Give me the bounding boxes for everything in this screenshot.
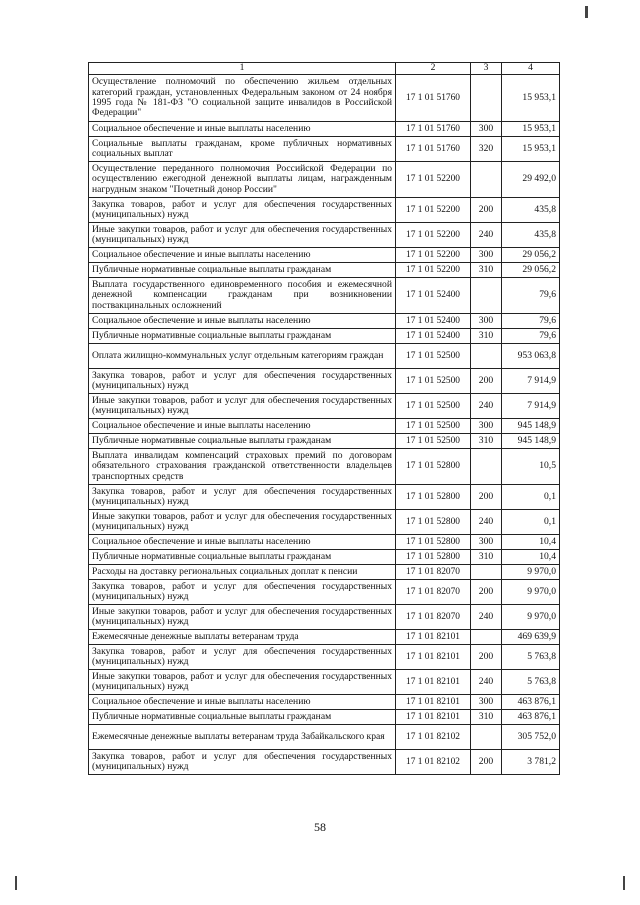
row-name: Социальное обеспечение и иные выплаты населению bbox=[89, 248, 396, 263]
row-expense-type bbox=[471, 162, 502, 198]
row-code: 17 1 01 52800 bbox=[396, 485, 471, 510]
row-amount: 9 970,0 bbox=[502, 580, 560, 605]
table-row bbox=[89, 344, 560, 369]
row-expense-type: 240 bbox=[471, 605, 502, 630]
row-expense-type: 200 bbox=[471, 645, 502, 670]
table-row bbox=[89, 580, 560, 605]
row-expense-type bbox=[471, 449, 502, 485]
row-expense-type: 200 bbox=[471, 750, 502, 775]
row-expense-type: 300 bbox=[471, 122, 502, 137]
row-name: Иные закупки товаров, работ и услуг для обеспечения государственных (муниципальных) нужд bbox=[89, 605, 396, 630]
row-code: 17 1 01 51760 bbox=[396, 75, 471, 122]
scan-mark-top bbox=[585, 6, 588, 18]
row-name: Осуществление полномочий по обеспечению жильем отдельных категорий граждан, установленных Федеральным законом от 24 ноября 1995 года № 181-ФЗ "О социальной защите инвалидов в Российской Федерации" bbox=[89, 75, 396, 122]
budget-table bbox=[88, 62, 560, 775]
row-name: Публичные нормативные социальные выплаты гражданам bbox=[89, 329, 396, 344]
row-amount: 5 763,8 bbox=[502, 670, 560, 695]
row-amount: 435,8 bbox=[502, 223, 560, 248]
row-expense-type bbox=[471, 278, 502, 314]
table-row bbox=[89, 710, 560, 725]
row-name: Выплата инвалидам компенсаций страховых премий по договорам обязательного страхования гражданской ответственности владельцев транспортных средств bbox=[89, 449, 396, 485]
row-code: 17 1 01 82070 bbox=[396, 605, 471, 630]
row-code: 17 1 01 82101 bbox=[396, 695, 471, 710]
row-expense-type: 310 bbox=[471, 263, 502, 278]
row-amount: 10,4 bbox=[502, 535, 560, 550]
row-expense-type: 200 bbox=[471, 485, 502, 510]
row-expense-type: 300 bbox=[471, 695, 502, 710]
row-amount: 463 876,1 bbox=[502, 710, 560, 725]
table-row bbox=[89, 419, 560, 434]
table-row bbox=[89, 75, 560, 122]
row-amount: 29 056,2 bbox=[502, 263, 560, 278]
header-row bbox=[89, 63, 560, 75]
row-amount: 10,5 bbox=[502, 449, 560, 485]
row-name: Оплата жилищно-коммунальных услуг отдельным категориям граждан bbox=[89, 344, 396, 369]
row-code: 17 1 01 52500 bbox=[396, 434, 471, 449]
table-row bbox=[89, 485, 560, 510]
row-name: Иные закупки товаров, работ и услуг для обеспечения государственных (муниципальных) нужд bbox=[89, 394, 396, 419]
table-row bbox=[89, 449, 560, 485]
row-name: Закупка товаров, работ и услуг для обеспечения государственных (муниципальных) нужд bbox=[89, 369, 396, 394]
row-amount: 7 914,9 bbox=[502, 369, 560, 394]
row-expense-type: 300 bbox=[471, 535, 502, 550]
column-header-code: 2 bbox=[396, 63, 471, 75]
table-row bbox=[89, 725, 560, 750]
table-row bbox=[89, 434, 560, 449]
row-amount: 29 056,2 bbox=[502, 248, 560, 263]
row-name: Выплата государственного единовременного пособия и ежемесячной денежной компенсации гражданам при возникновении поствакцинальных осложнений bbox=[89, 278, 396, 314]
row-code: 17 1 01 52800 bbox=[396, 510, 471, 535]
table-row bbox=[89, 670, 560, 695]
table-row bbox=[89, 314, 560, 329]
row-code: 17 1 01 51760 bbox=[396, 137, 471, 162]
row-amount: 945 148,9 bbox=[502, 419, 560, 434]
table-row bbox=[89, 122, 560, 137]
row-name: Осуществление переданного полномочия Российской Федерации по осуществлению ежегодной денежной выплаты лицам, награжденным нагрудным знаком "Почетный донор России" bbox=[89, 162, 396, 198]
row-amount: 469 639,9 bbox=[502, 630, 560, 645]
row-amount: 15 953,1 bbox=[502, 122, 560, 137]
row-code: 17 1 01 82101 bbox=[396, 630, 471, 645]
table-row bbox=[89, 248, 560, 263]
row-code: 17 1 01 52400 bbox=[396, 314, 471, 329]
scan-mark-bottom-right bbox=[623, 876, 625, 890]
row-code: 17 1 01 52500 bbox=[396, 344, 471, 369]
row-amount: 3 781,2 bbox=[502, 750, 560, 775]
row-name: Закупка товаров, работ и услуг для обеспечения государственных (муниципальных) нужд bbox=[89, 485, 396, 510]
row-code: 17 1 01 82070 bbox=[396, 565, 471, 580]
row-code: 17 1 01 52200 bbox=[396, 263, 471, 278]
row-name: Закупка товаров, работ и услуг для обеспечения государственных (муниципальных) нужд bbox=[89, 198, 396, 223]
row-expense-type: 240 bbox=[471, 670, 502, 695]
row-expense-type: 200 bbox=[471, 369, 502, 394]
row-name: Ежемесячные денежные выплаты ветеранам труда bbox=[89, 630, 396, 645]
row-code: 17 1 01 82101 bbox=[396, 670, 471, 695]
table-row bbox=[89, 550, 560, 565]
row-name: Иные закупки товаров, работ и услуг для обеспечения государственных (муниципальных) нужд bbox=[89, 223, 396, 248]
table-row bbox=[89, 695, 560, 710]
row-expense-type: 300 bbox=[471, 248, 502, 263]
row-code: 17 1 01 52200 bbox=[396, 162, 471, 198]
row-name: Закупка товаров, работ и услуг для обеспечения государственных (муниципальных) нужд bbox=[89, 645, 396, 670]
row-amount: 15 953,1 bbox=[502, 137, 560, 162]
row-expense-type bbox=[471, 344, 502, 369]
row-code: 17 1 01 82101 bbox=[396, 710, 471, 725]
row-amount: 7 914,9 bbox=[502, 394, 560, 419]
row-name: Социальное обеспечение и иные выплаты населению bbox=[89, 314, 396, 329]
row-expense-type: 300 bbox=[471, 419, 502, 434]
row-expense-type: 310 bbox=[471, 550, 502, 565]
table-row bbox=[89, 329, 560, 344]
row-expense-type: 300 bbox=[471, 314, 502, 329]
row-amount: 9 970,0 bbox=[502, 565, 560, 580]
table-row bbox=[89, 162, 560, 198]
table-row bbox=[89, 605, 560, 630]
row-amount: 9 970,0 bbox=[502, 605, 560, 630]
row-amount: 5 763,8 bbox=[502, 645, 560, 670]
table-row bbox=[89, 223, 560, 248]
row-expense-type: 240 bbox=[471, 223, 502, 248]
row-expense-type bbox=[471, 630, 502, 645]
row-amount: 0,1 bbox=[502, 485, 560, 510]
row-expense-type bbox=[471, 565, 502, 580]
row-amount: 15 953,1 bbox=[502, 75, 560, 122]
row-name: Социальное обеспечение и иные выплаты населению bbox=[89, 419, 396, 434]
row-code: 17 1 01 51760 bbox=[396, 122, 471, 137]
row-name: Ежемесячные денежные выплаты ветеранам труда Забайкальского края bbox=[89, 725, 396, 750]
row-name: Социальное обеспечение и иные выплаты населению bbox=[89, 535, 396, 550]
row-code: 17 1 01 52500 bbox=[396, 419, 471, 434]
row-expense-type: 240 bbox=[471, 394, 502, 419]
row-amount: 305 752,0 bbox=[502, 725, 560, 750]
row-name: Публичные нормативные социальные выплаты гражданам bbox=[89, 263, 396, 278]
row-code: 17 1 01 52500 bbox=[396, 369, 471, 394]
row-amount: 79,6 bbox=[502, 329, 560, 344]
table-row bbox=[89, 750, 560, 775]
row-expense-type bbox=[471, 725, 502, 750]
row-expense-type bbox=[471, 75, 502, 122]
row-code: 17 1 01 52200 bbox=[396, 198, 471, 223]
row-code: 17 1 01 52200 bbox=[396, 248, 471, 263]
row-code: 17 1 01 82070 bbox=[396, 580, 471, 605]
table-row bbox=[89, 137, 560, 162]
column-header-expense-type: 3 bbox=[471, 63, 502, 75]
row-code: 17 1 01 82102 bbox=[396, 750, 471, 775]
table-row bbox=[89, 645, 560, 670]
scan-mark-bottom-left bbox=[15, 876, 17, 890]
row-code: 17 1 01 52200 bbox=[396, 223, 471, 248]
row-name: Иные закупки товаров, работ и услуг для обеспечения государственных (муниципальных) нужд bbox=[89, 670, 396, 695]
row-amount: 953 063,8 bbox=[502, 344, 560, 369]
row-expense-type: 310 bbox=[471, 329, 502, 344]
row-name: Публичные нормативные социальные выплаты гражданам bbox=[89, 434, 396, 449]
row-expense-type: 200 bbox=[471, 580, 502, 605]
row-name: Закупка товаров, работ и услуг для обеспечения государственных (муниципальных) нужд bbox=[89, 580, 396, 605]
table-row bbox=[89, 565, 560, 580]
row-name: Публичные нормативные социальные выплаты гражданам bbox=[89, 710, 396, 725]
row-name: Иные закупки товаров, работ и услуг для обеспечения государственных (муниципальных) нужд bbox=[89, 510, 396, 535]
row-code: 17 1 01 52400 bbox=[396, 329, 471, 344]
table-row bbox=[89, 510, 560, 535]
table-row bbox=[89, 630, 560, 645]
row-code: 17 1 01 82101 bbox=[396, 645, 471, 670]
row-code: 17 1 01 52400 bbox=[396, 278, 471, 314]
column-header-amount: 4 bbox=[502, 63, 560, 75]
row-amount: 79,6 bbox=[502, 278, 560, 314]
row-expense-type: 240 bbox=[471, 510, 502, 535]
row-amount: 945 148,9 bbox=[502, 434, 560, 449]
table-row bbox=[89, 198, 560, 223]
row-name: Закупка товаров, работ и услуг для обеспечения государственных (муниципальных) нужд bbox=[89, 750, 396, 775]
table-row bbox=[89, 535, 560, 550]
table-row bbox=[89, 394, 560, 419]
row-amount: 79,6 bbox=[502, 314, 560, 329]
row-amount: 435,8 bbox=[502, 198, 560, 223]
row-expense-type: 320 bbox=[471, 137, 502, 162]
row-amount: 10,4 bbox=[502, 550, 560, 565]
row-name: Публичные нормативные социальные выплаты гражданам bbox=[89, 550, 396, 565]
row-code: 17 1 01 52500 bbox=[396, 394, 471, 419]
column-header-name: 1 bbox=[89, 63, 396, 75]
table-row bbox=[89, 278, 560, 314]
row-name: Социальное обеспечение и иные выплаты населению bbox=[89, 122, 396, 137]
row-expense-type: 310 bbox=[471, 434, 502, 449]
row-expense-type: 200 bbox=[471, 198, 502, 223]
row-code: 17 1 01 52800 bbox=[396, 550, 471, 565]
row-name: Социальное обеспечение и иные выплаты населению bbox=[89, 695, 396, 710]
table-row bbox=[89, 369, 560, 394]
page-number: 58 bbox=[314, 820, 326, 834]
row-amount: 463 876,1 bbox=[502, 695, 560, 710]
table-row bbox=[89, 263, 560, 278]
row-code: 17 1 01 52800 bbox=[396, 535, 471, 550]
row-code: 17 1 01 52800 bbox=[396, 449, 471, 485]
row-amount: 29 492,0 bbox=[502, 162, 560, 198]
row-name: Расходы на доставку региональных социальных доплат к пенсии bbox=[89, 565, 396, 580]
row-name: Социальные выплаты гражданам, кроме публичных нормативных социальных выплат bbox=[89, 137, 396, 162]
row-amount: 0,1 bbox=[502, 510, 560, 535]
row-expense-type: 310 bbox=[471, 710, 502, 725]
row-code: 17 1 01 82102 bbox=[396, 725, 471, 750]
